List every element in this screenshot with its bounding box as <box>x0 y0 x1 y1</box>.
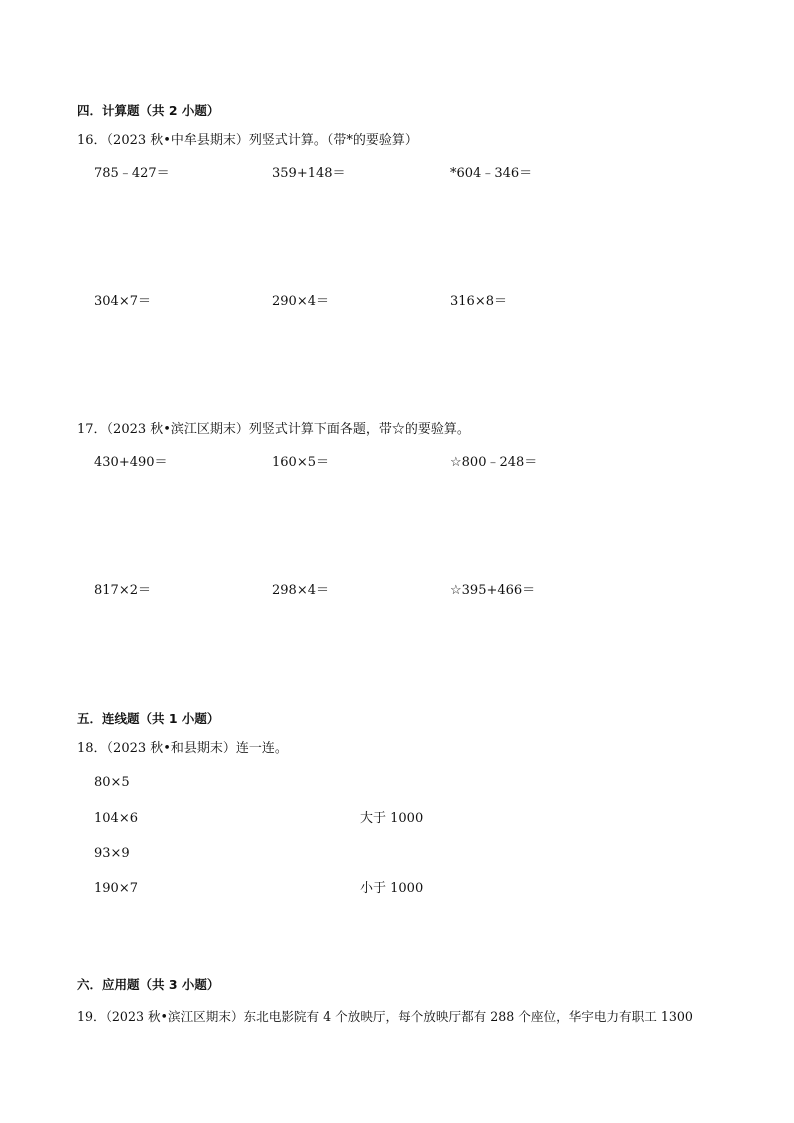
q17-expression-2: 160×5＝ <box>272 455 329 470</box>
q16-expression-4: 304×7＝ <box>94 294 151 309</box>
question-16-stem: 16．（2023 秋•中牟县期末）列竖式计算。（带*的要验算） <box>77 133 418 148</box>
question-17-stem: 17．（2023 秋•滨江区期末）列竖式计算下面各题，带☆的要验算。 <box>77 422 470 437</box>
question-19-stem: 19．（2023 秋•滨江区期末）东北电影院有 4 个放映厅，每个放映厅都有 288 个座位，华宇电力有职工 1300 <box>77 1009 693 1024</box>
q17-expression-6: ☆395+466＝ <box>450 583 536 598</box>
q16-expression-3: *604﹣346＝ <box>450 166 533 181</box>
q18-right-item-1: 大于 1000 <box>360 811 424 826</box>
section-heading-application: 六．应用题（共 3 小题） <box>77 977 220 992</box>
q18-left-item-2: 104×6 <box>94 811 138 826</box>
q16-expression-6: 316×8＝ <box>450 294 507 309</box>
section-heading-matching: 五．连线题（共 1 小题） <box>77 711 220 726</box>
q17-expression-1: 430+490＝ <box>94 455 168 470</box>
q17-expression-4: 817×2＝ <box>94 583 151 598</box>
q16-expression-2: 359+148＝ <box>272 166 346 181</box>
q18-left-item-3: 93×9 <box>94 846 130 861</box>
q18-right-item-2: 小于 1000 <box>360 881 424 896</box>
q17-expression-3: ☆800﹣248＝ <box>450 455 538 470</box>
question-18-stem: 18．（2023 秋•和县期末）连一连。 <box>77 741 288 756</box>
q16-expression-1: 785﹣427＝ <box>94 166 170 181</box>
q17-expression-5: 298×4＝ <box>272 583 329 598</box>
section-heading-calculation: 四．计算题（共 2 小题） <box>77 103 220 118</box>
q16-expression-5: 290×4＝ <box>272 294 329 309</box>
q18-left-item-1: 80×5 <box>94 775 130 790</box>
q18-left-item-4: 190×7 <box>94 881 138 896</box>
